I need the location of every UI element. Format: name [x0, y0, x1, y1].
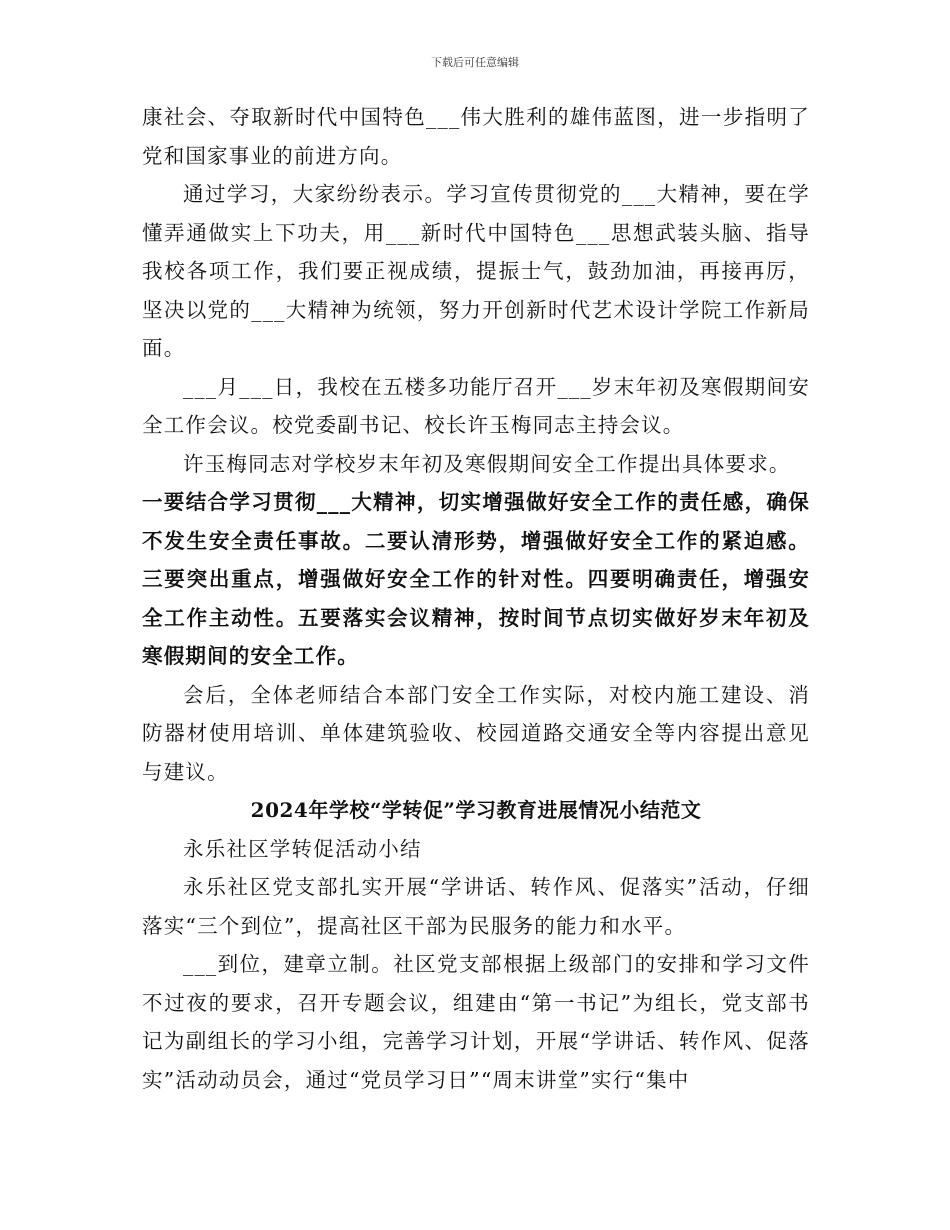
paragraph-1: 康社会、夺取新时代中国特色___伟大胜利的雄伟蓝图，进一步指明了党和国家事业的前进方向。 [142, 105, 810, 168]
document-body [142, 98, 810, 1099]
paragraph-4: 许玉梅同志对学校岁末年初及寒假期间安全工作提出具体要求。 [183, 451, 791, 476]
paragraph-2: 通过学习，大家纷纷表示。学习宣传贯彻党的___大精神，要在学懂弄通做实上下功夫，用___新时代中国特色___思想武装头脑、指导我校各项工作，我们要正视成绩，提振士气，鼓劲加油，再接再厉，坚决以党的___大精神为统领，努力开创新时代艺术设计学院工作新局面。 [142, 182, 810, 360]
section-title: 2024年学校“学转促”学习教育进展情况小结范文 [250, 798, 702, 822]
paragraph-5-requirements: 一要结合学习贯彻___大精神，切实增强做好安全工作的责任感，确保不发生安全责任事故。二要认清形势，增强做好安全工作的紧迫感。三要突出重点，增强做好安全工作的针对性。四要明确责任，增强安全工作主动性。五要落实会议精神，按时间节点切实做好岁末年初及寒假期间的安全工作。 [142, 490, 810, 668]
section-subtitle: 永乐社区学转促活动小结 [183, 836, 422, 861]
paragraph-7: 永乐社区党支部扎实开展“学讲话、转作风、促落实”活动，仔细落实“三个到位”，提高社区干部为民服务的能力和水平。 [142, 875, 810, 938]
paragraph-3: ___月___日，我校在五楼多功能厅召开___岁末年初及寒假期间安全工作会议。校党委副书记、校长许玉梅同志主持会议。 [142, 374, 810, 437]
paragraph-8: ___到位，建章立制。社区党支部根据上级部门的安排和学习文件不过夜的要求，召开专题会议，组建由“第一书记”为组长，党支部书记为副组长的学习小组，完善学习计划，开展“学讲话、转作风、促落实”活动动员会，通过“党员学习日”“周末讲堂”实行“集中 [142, 952, 810, 1092]
page-header: 下载后可任意编辑 [431, 56, 519, 69]
paragraph-6: 会后，全体老师结合本部门安全工作实际，对校内施工建设、消防器材使用培训、单体建筑验收、校园道路交通安全等内容提出意见与建议。 [142, 682, 810, 784]
